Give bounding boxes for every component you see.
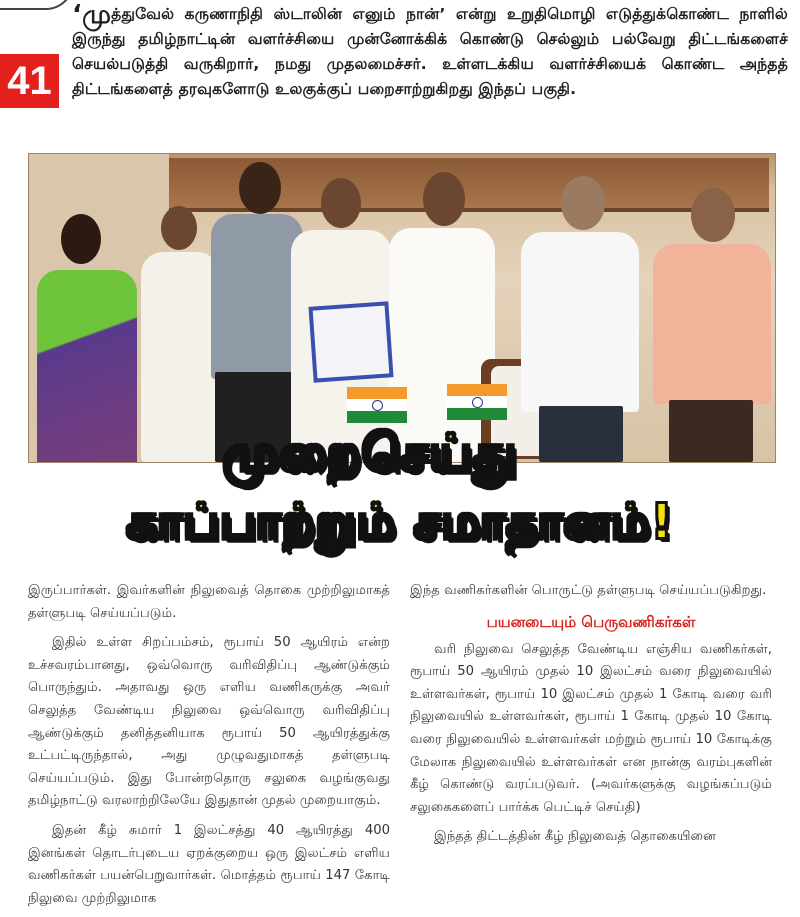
paragraph: இருப்பார்கள். இவர்களின் நிலுவைத் தொகை முற்றிலுமாகத் தள்ளுபடி செய்யப்படும். [28,583,390,621]
paragraph: இந்தத் திட்டத்தின் கீழ் நிலுவைத் தொகையினை [434,829,716,845]
paragraph: வரி நிலுவை செலுத்த வேண்டிய எஞ்சிய வணிகர்கள், ரூபாய் 50 ஆயிரம் முதல் 10 இலட்சம் வரை நிலுவையில் உள்ளவர்கள், ரூபாய் 10 இலட்சம் முதல் 1 கோடி வரை வரி நிலுவையில் உள்ளவர்கள், ரூபாய் 1 கோடி முதல் 10 கோடி வரை நிலுவையில் உள்ளவர்கள் மற்றும் ரூபாய் 10 கோடிக்கு மேலாக நிலுவையில் உள்ளவர்கள் என நான்கு வரம்புகளின் கீழ் கொண்டு வரப்படுவர். (அவர்களுக்கு வழங்கப்படும் சலுகைகளைப் பார்க்க பெட்டிச் செய்தி) [410,641,772,815]
indian-flag-icon [447,384,507,420]
corner-decoration [0,0,74,10]
meeting-photo [28,153,776,463]
paragraph: இதில் உள்ள சிறப்பம்சம், ரூபாய் 50 ஆயிரம் என்ற உச்சவரம்பானது, ஒவ்வொரு வரிவிதிப்பு ஆண்டுக்கும் பொருந்தும். அதாவது ஒரு எளிய வணிகருக்கு அவர் செலுத்த வேண்டிய நிலுவை ஒவ்வொரு வரிவிதிப்பு ஆண்டுக்கும் தனித்தனியாக ரூபாய் 50 ஆயிரத்துக்கு உட்பட்டிருந்தால், அது முழுவதுமாகத் தள்ளுபடி செய்யப்படும். இது போன்றதொரு சலுகை வழங்குவது தமிழ்நாட்டு வரலாற்றிலேயே இதுதான் முதல் முறையாகும். [28,635,390,809]
article-column-right [410,580,772,856]
section-subheading: பயனடையும் பெருவணிகர்கள் [486,612,696,631]
intro-text: த்துவேல் கருணாநிதி ஸ்டாலின் எனும் நான்’ என்று உறுதிமொழி எடுத்துக்கொண்ட நாளில் இருந்து தமிழ்நாட்டின் வளர்ச்சியை முன்னோக்கிக் கொண்டு செல்லும் பல்வேறு திட்டங்களைச் செயல்படுத்தி வருகிறார், நமது முதலமைச்சர். உள்ளடக்கிய வளர்ச்சியைக் கொண்ட அந்தத் திட்டங்களைத் தரவுகளோடு உலகுக்குப் பறைசாற்றுகிறது இந்தப் பகுதி. [72,5,788,98]
indian-flag-icon [347,387,407,423]
page-number-badge: 41 [0,54,59,108]
paragraph: இந்த வணிகர்களின் பொருட்டு தள்ளுபடி செய்யப்படுகிறது. [410,583,767,598]
document-folder [308,301,393,382]
paragraph: இதன் கீழ் சுமார் 1 இலட்சத்து 40 ஆயிரத்து 400 இனங்கள் தொடர்புடைய ஏறக்குறைய ஒரு இலட்சம் எளிய வணிகர்கள் பயன்பெறுவார்கள். மொத்தம் ரூபாய் 147 கோடி நிலுவை முற்றிலுமாக [28,822,390,906]
headline-line-2: காப்பாற்றும் சமாதானம்! [126,494,674,550]
intro-paragraph [72,2,788,102]
article-column-left [28,580,390,917]
intro-quote-mark: ‘மு [72,0,112,30]
headline-line-1: முறைசெய்து [222,424,518,482]
